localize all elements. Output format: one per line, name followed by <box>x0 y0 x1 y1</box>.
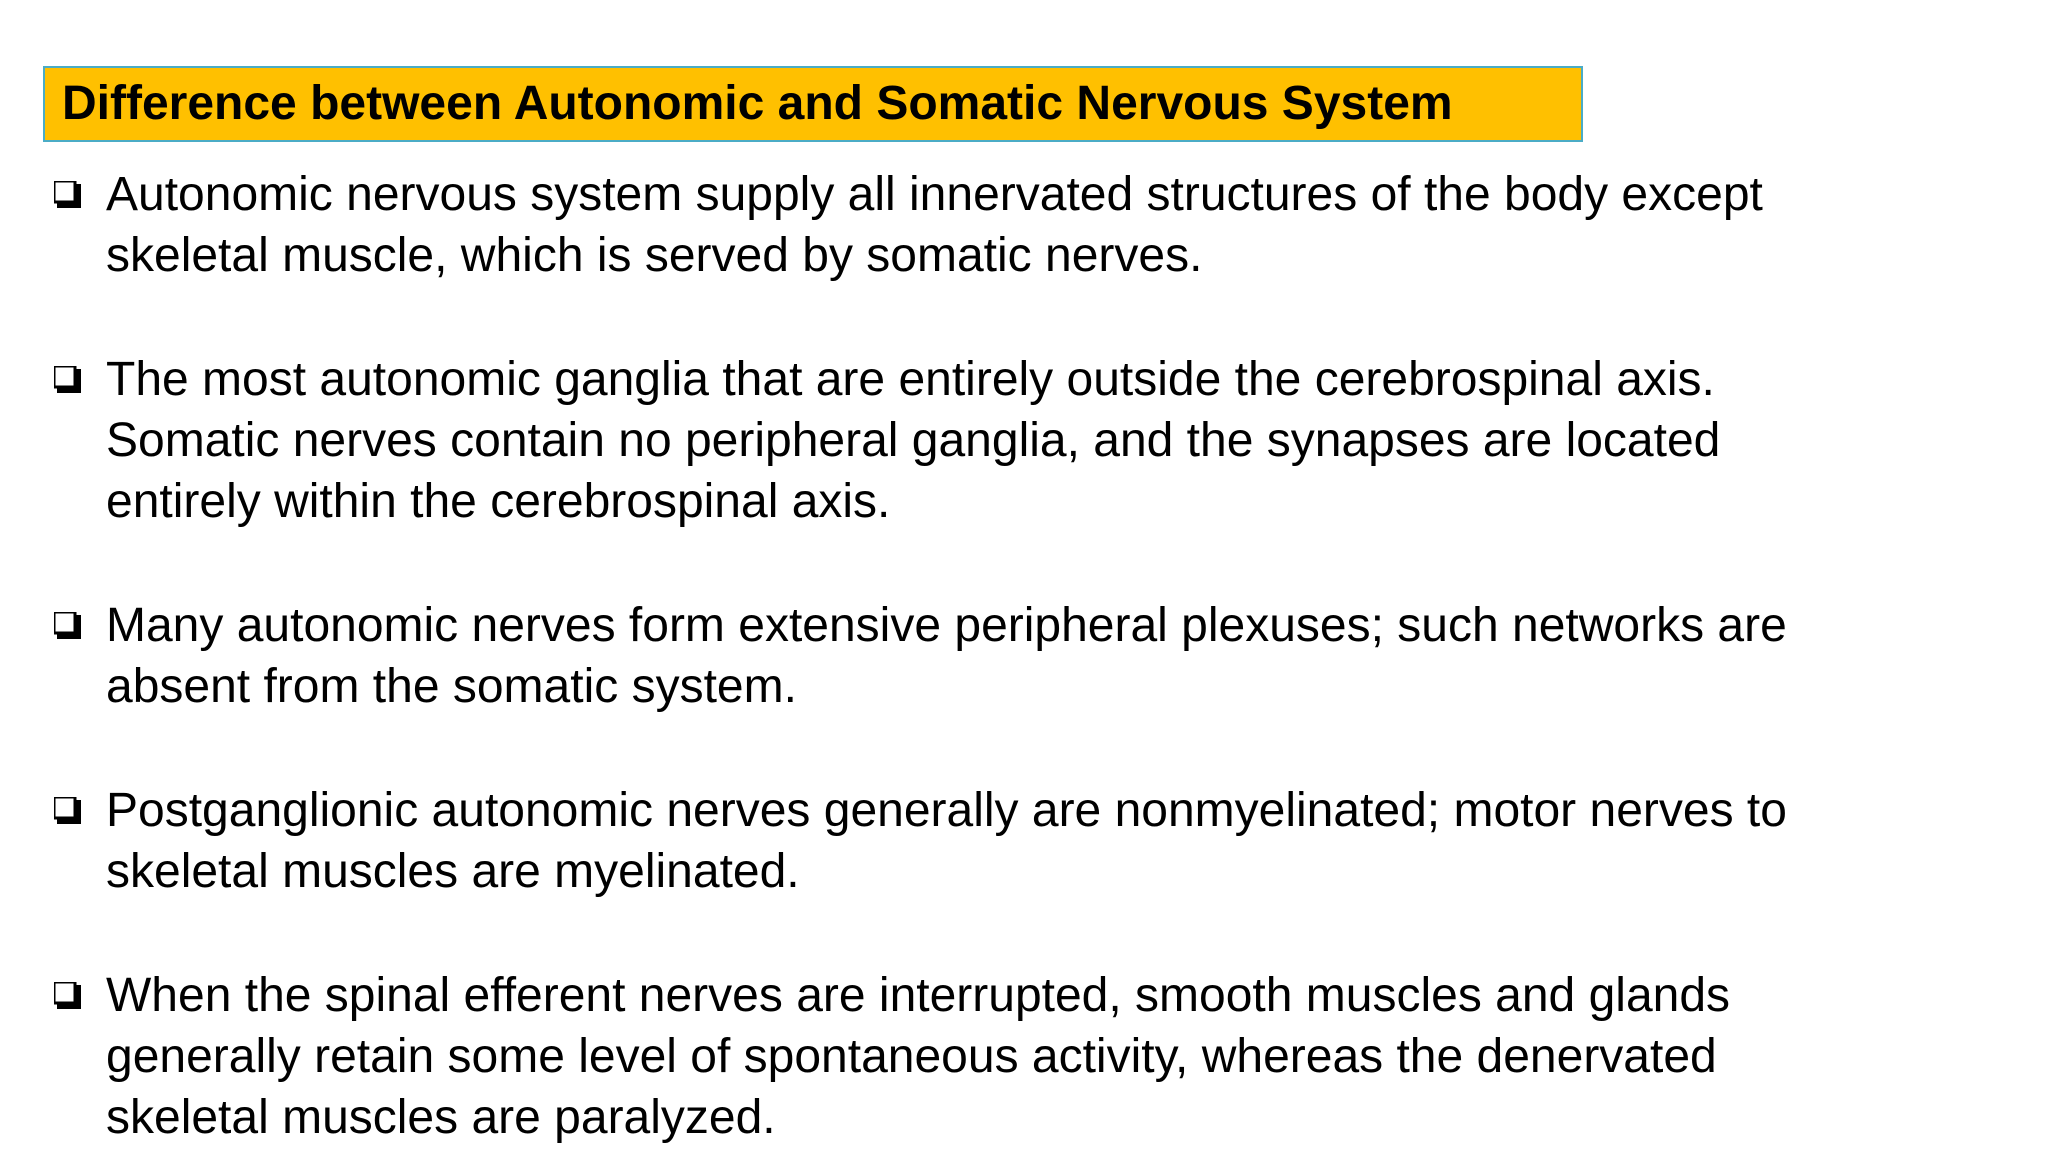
list-item <box>52 349 2012 532</box>
bullet-line: skeletal muscle, which is served by somatic nerves. <box>106 229 1203 282</box>
bullet-line: skeletal muscles are paralyzed. <box>106 1091 776 1144</box>
hollow-square-bullet-icon <box>54 612 81 639</box>
list-item <box>52 965 2012 1148</box>
hollow-square-bullet-icon <box>54 366 81 393</box>
bullet-line: When the spinal efferent nerves are interrupted, smooth muscles and glands <box>106 969 1731 1022</box>
bullet-line: Many autonomic nerves form extensive peripheral plexuses; such networks are <box>106 599 1787 652</box>
list-item <box>52 595 2012 717</box>
bullet-line: Postganglionic autonomic nerves generally are nonmyelinated; motor nerves to <box>106 784 1787 837</box>
bullet-line: skeletal muscles are myelinated. <box>106 845 800 898</box>
hollow-square-bullet-icon <box>54 982 81 1009</box>
title-banner <box>43 66 1583 142</box>
bullet-line: absent from the somatic system. <box>106 660 797 713</box>
list-item <box>52 780 2012 902</box>
slide-title: Difference between Autonomic and Somatic Nervous System <box>62 77 1453 130</box>
bullet-line: entirely within the cerebrospinal axis. <box>106 475 891 528</box>
bullet-list <box>52 164 2012 1152</box>
bullet-line: Somatic nerves contain no peripheral ganglia, and the synapses are located <box>106 414 1721 467</box>
hollow-square-bullet-icon <box>54 181 81 208</box>
list-item <box>52 164 2012 286</box>
bullet-line: generally retain some level of spontaneous activity, whereas the denervated <box>106 1030 1717 1083</box>
bullet-line: The most autonomic ganglia that are entirely outside the cerebrospinal axis. <box>106 353 1715 406</box>
bullet-line: Autonomic nervous system supply all innervated structures of the body except <box>106 168 1763 221</box>
hollow-square-bullet-icon <box>54 797 81 824</box>
